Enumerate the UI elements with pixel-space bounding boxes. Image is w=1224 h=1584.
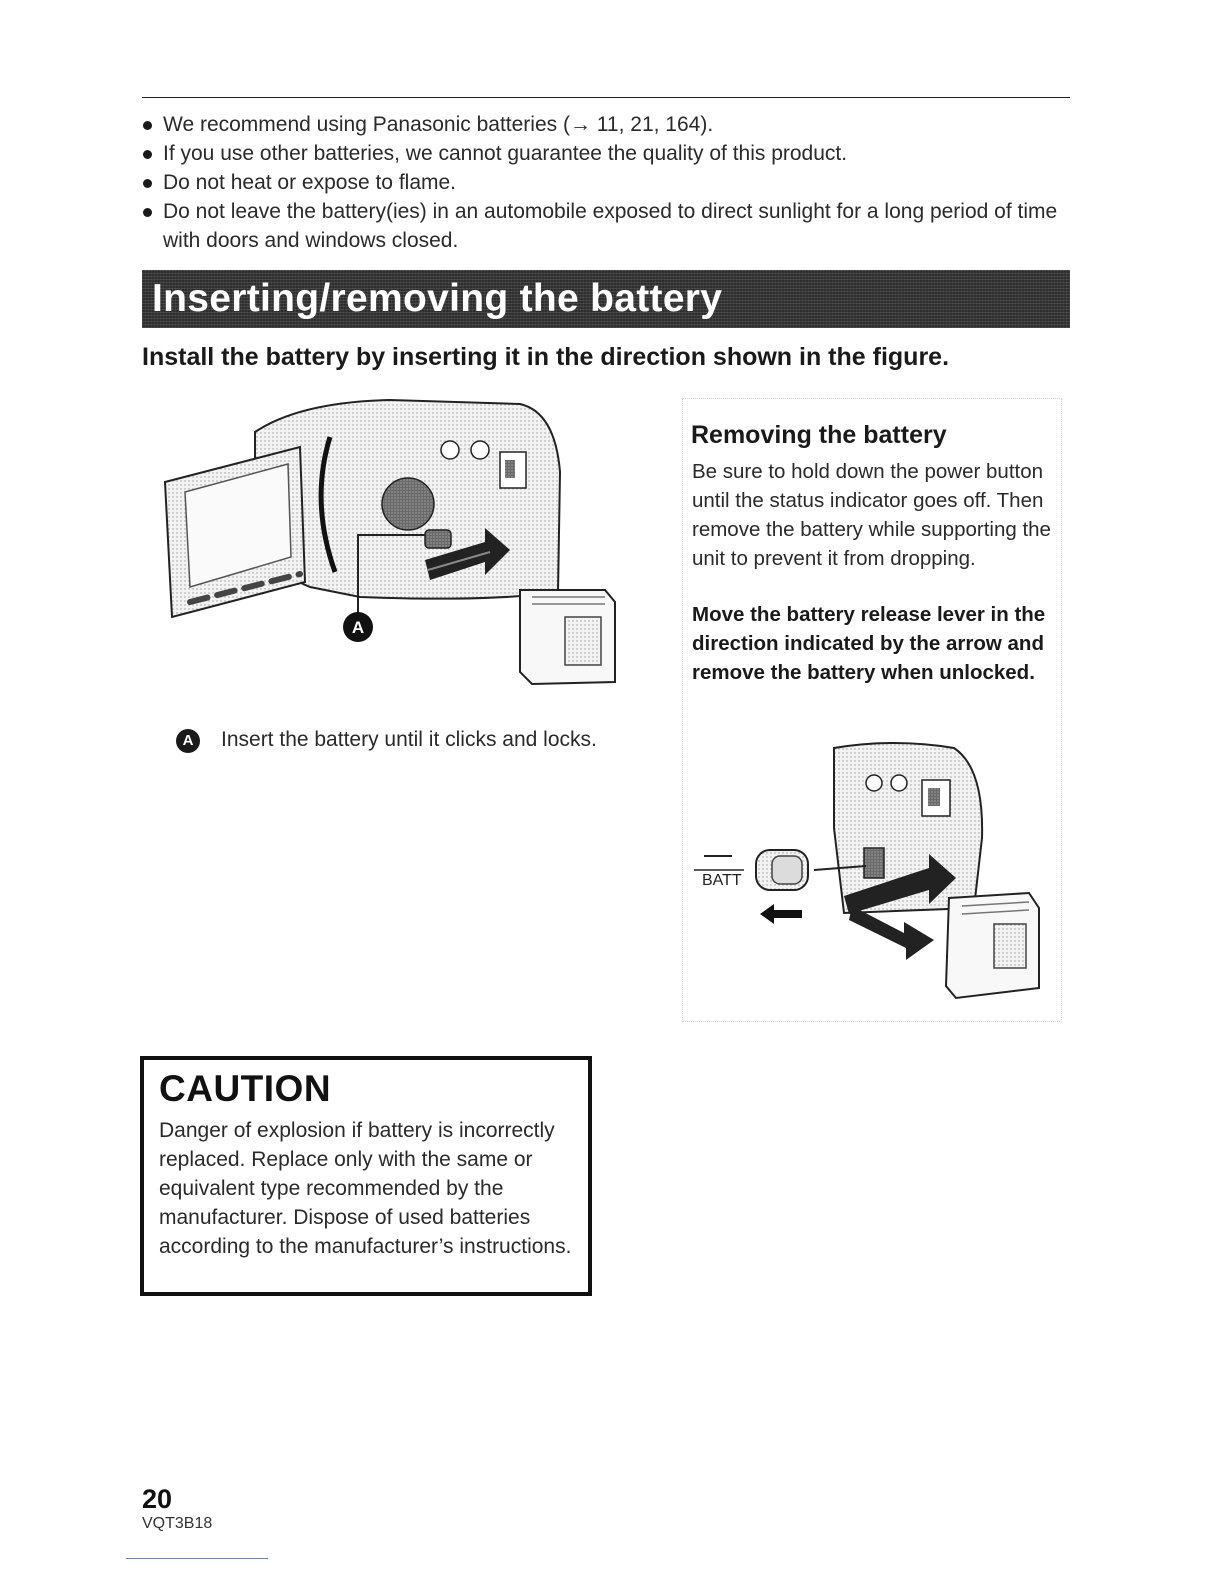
section-banner <box>142 270 1070 328</box>
lever-label: BATT <box>702 872 742 889</box>
removing-body: Be sure to hold down the power button until the status indicator goes off. Then remove the battery while supporting the unit to prevent it from dropping. <box>692 460 1051 570</box>
figure-caption <box>166 725 626 791</box>
caption-text: Insert the battery until it clicks and locks. <box>221 728 597 751</box>
document-code: VQT3B18 <box>142 1515 213 1532</box>
battery-pack <box>520 590 615 684</box>
top-rule <box>142 97 1070 98</box>
caution-title: CAUTION <box>159 1068 332 1109</box>
removing-bold-instruction: Move the battery release lever in the direction indicated by the arrow and remove the battery when unlocked. <box>692 603 1046 684</box>
release-arrow <box>760 904 802 924</box>
page-number: 20 <box>142 1484 173 1514</box>
note-item: If you use other batteries, we cannot guarantee the quality of this product. <box>142 139 1072 168</box>
note-item: Do not heat or expose to flame. <box>142 168 1072 197</box>
caption-marker-a: A <box>176 729 200 753</box>
removing-title: Removing the battery <box>691 421 947 449</box>
note-item: Do not leave the battery(ies) in an automobile exposed to direct sunlight for a long period of time with doors and windows closed. <box>142 197 1072 255</box>
footer-rule <box>126 1558 268 1559</box>
callout-marker: A <box>351 618 365 637</box>
note-item: We recommend using Panasonic batteries (→ 11, 21, 164). <box>142 110 1072 139</box>
insert-battery-figure <box>160 392 630 692</box>
install-instruction: Install the battery by inserting it in the direction shown in the figure. <box>142 343 950 371</box>
remove-battery-figure <box>694 728 1054 1013</box>
caution-text: Danger of explosion if battery is incorrectly replaced. Replace only with the same or equivalent type recommended by the manufacturer. Dispose of used batteries according to the manufacturer’s instructions. <box>159 1119 572 1258</box>
section-title: Inserting/removing the battery <box>152 277 723 320</box>
lcd-monitor <box>165 447 305 617</box>
notes-list <box>142 110 1072 255</box>
battery-pack-removed <box>946 893 1039 998</box>
caution-box <box>140 1056 592 1296</box>
